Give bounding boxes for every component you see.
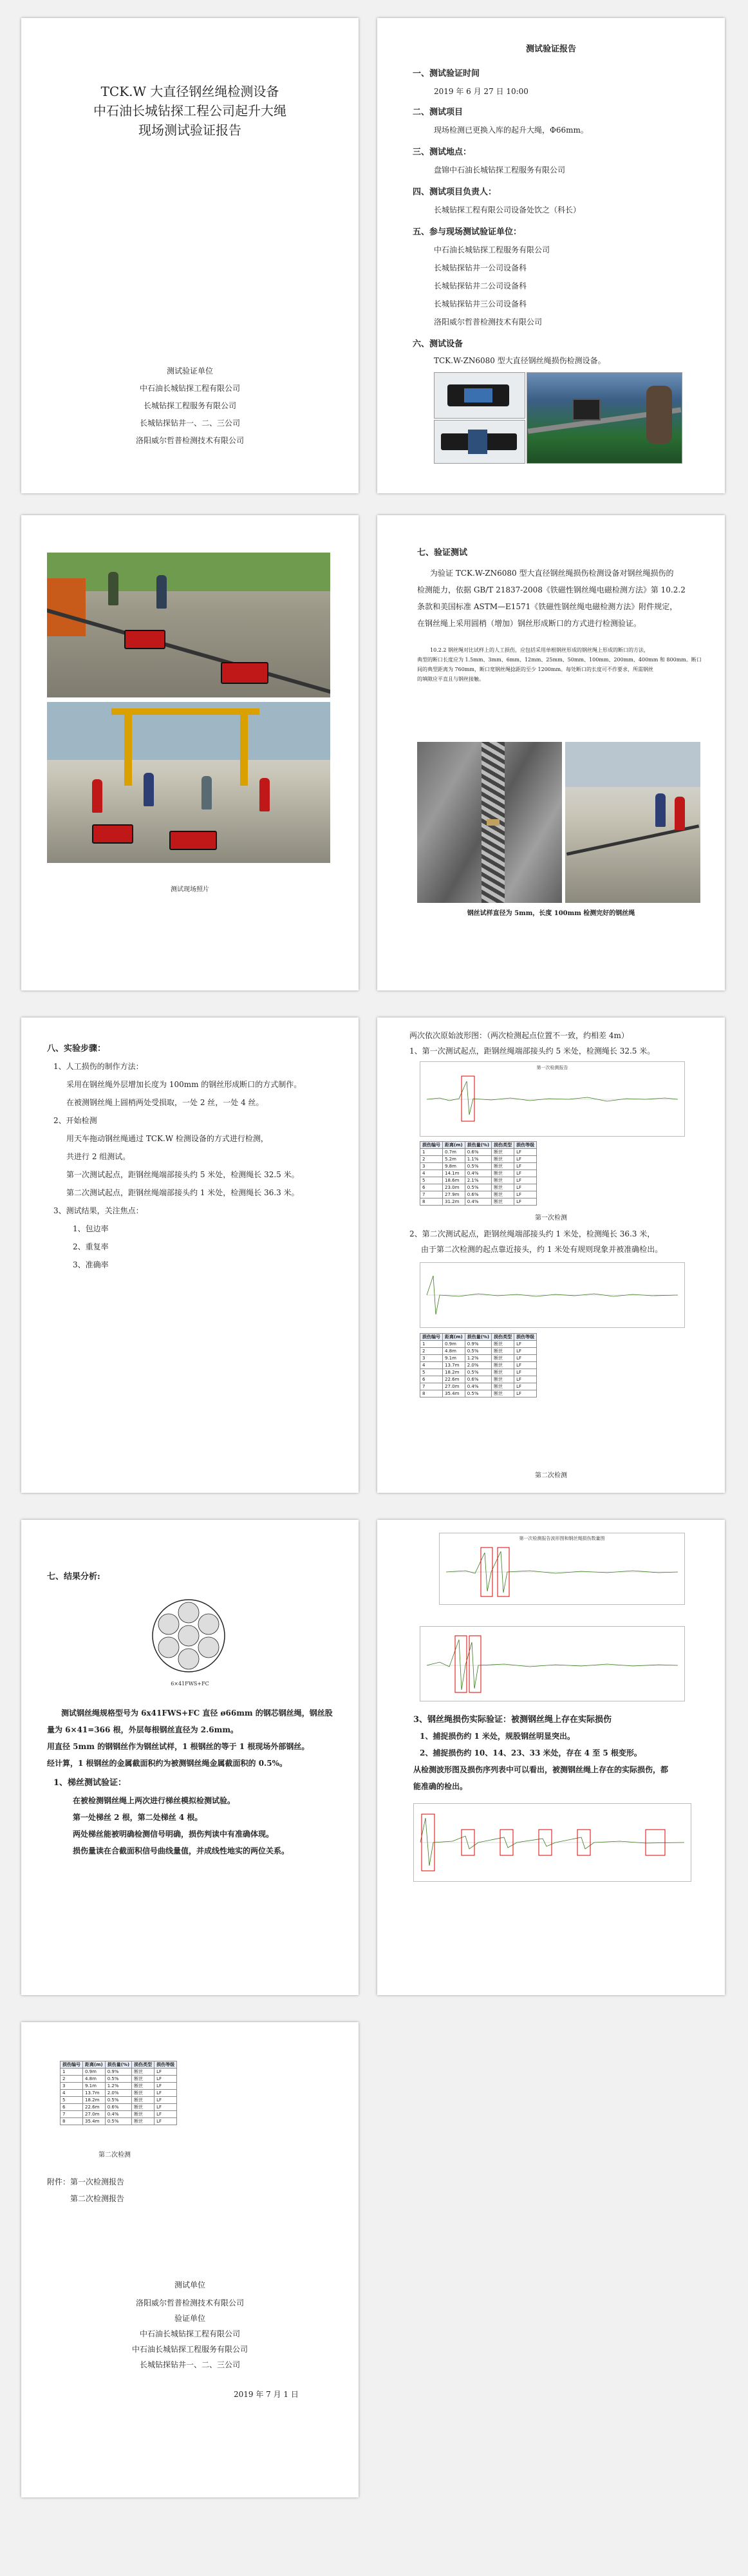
rope-field-photo <box>565 742 700 903</box>
damage-table-1: 损伤编号 距离(m) 损伤量(%) 损伤类型 损伤等级 1 0.7m 0.6% 断丝 LF 2 5.2m 1.1% 断丝 LF 3 9.8m 0.5% 断丝 LF 4 14.1m 0.4% 断丝 LF 5 18.6m 2.1% 断丝 LF 6 23.0m 0.5% 断丝 LF 7 27.9m 0.6% 断丝 LF 8 31.2m 0.4% 断丝 LF <box>420 1141 537 1206</box>
section-head: 三、测试地点： <box>413 147 472 157</box>
analysis-para1-line: 用直径 5mm 的钢钢丝作为钢丝试样，1 根钢丝的等于 1 根现场外部钢丝。 <box>47 1742 310 1751</box>
steps-page <box>21 1018 359 1493</box>
photos-caption: 测试现场照片 <box>171 886 209 893</box>
analysis-para2-line: 第一处梯丝 2 根，第二处梯丝 4 根。 <box>73 1813 203 1822</box>
verify-para1-line: 检测能力，依据 GB/T 21837-2008《铁磁性钢丝绳电磁检测方法》第 10.2.2 <box>417 585 686 594</box>
step-line: 用天车拖动钢丝绳通过 TCK.W 检测设备的方式进行检测， <box>66 1134 268 1143</box>
analysis-head: 七、结果分析: <box>47 1572 100 1582</box>
chart1-title: 第一次检测报告 <box>536 1065 568 1070</box>
report-title: 测试验证报告 <box>525 44 576 54</box>
waveform-chart-3 <box>439 1533 685 1605</box>
th: 损伤类型 <box>492 1142 514 1149</box>
damage-table-3: 损伤编号 距离(m) 损伤量(%) 损伤类型 损伤等级 1 0.9m 0.9% 断丝 LF 2 4.8m 0.5% 断丝 LF 3 9.1m 1.2% 断丝 LF 4 13.7m 2.0% 断丝 LF 5 18.2m 0.5% 断丝 LF 6 22.6m 0.6% 断丝 LF 7 27.0m 0.4% 断丝 LF 8 35.4m 0.5% 断丝 LF <box>60 2061 177 2125</box>
sign-line: 验证单位 <box>174 2314 205 2323</box>
steps-head: 八、实验步骤： <box>47 1044 106 1054</box>
th: 损伤等级 <box>514 1142 537 1149</box>
step-line: 1、人工损伤的制作方法： <box>53 1062 144 1071</box>
results-intro: 两次依次原始波形图：（两次检测起点位置不一致，约相差 4m） <box>409 1031 629 1040</box>
verify-head: 七、验证测试 <box>417 548 468 558</box>
damage-page <box>377 1520 725 1995</box>
analysis-page <box>21 1520 359 1995</box>
attach-line: 第二次检测报告 <box>70 2194 125 2203</box>
step-line: 第一次测试起点，距钢丝绳端部接头约 5 米处，检测绳长 32.5 米。 <box>66 1170 299 1179</box>
th: 损伤编号 <box>61 2061 83 2069</box>
analysis-para2-line: 两处梯丝能被明确检测信号明确，损伤判读中有准确体现。 <box>73 1830 274 1839</box>
final-page <box>21 2022 359 2497</box>
cover-page <box>21 18 359 493</box>
verify-para2-line: 的填隙应平直且与钢丝接触。 <box>417 676 484 682</box>
cover-unit: 中石油长城钻探工程有限公司 <box>139 384 240 393</box>
equipment-photo-sensor <box>434 372 525 419</box>
rope-caption: 6×41FWS+FC <box>171 1681 209 1687</box>
section-line: 长城钻探钻井一公司设备科 <box>434 263 527 272</box>
th: 损伤编号 <box>420 1142 443 1149</box>
analysis-para1-line: 测试钢丝绳规格型号为 6x41FWS+FC 直径 ø66mm 的钢芯钢丝绳，钢丝股 <box>61 1709 333 1718</box>
analysis-para2-line: 在被检测钢丝绳上两次进行梯丝模拟检测试验。 <box>73 1796 236 1805</box>
waveform-line <box>427 1081 678 1115</box>
th: 损伤编号 <box>420 1334 443 1341</box>
section-line: 现场检测已更换入库的起升大绳，Φ66mm。 <box>434 126 588 135</box>
section-line: TCK.W-ZN6080 型大直径钢丝绳损伤检测设备。 <box>434 356 606 365</box>
analysis-para1-line: 经计算，1 根钢丝的金属截面积约为被测钢丝绳金属截面积的 0.5%。 <box>47 1759 287 1768</box>
section-line: 2019 年 6 月 27 日 10:00 <box>434 87 528 96</box>
waveform-chart-5 <box>413 1803 691 1882</box>
th: 损伤等级 <box>154 2061 177 2069</box>
th: 损伤量(%) <box>465 1334 491 1341</box>
waveform-line <box>420 1818 684 1866</box>
damage-line: 2、捕捉损伤约 10、14、23、33 米处，存在 4 至 5 根变形。 <box>420 1748 642 1757</box>
th: 距离(m) <box>443 1334 465 1341</box>
verify-page <box>377 515 725 990</box>
results-second-line: 2、第二次测试起点，距钢丝绳端部接头约 1 米处，检测绳长 36.3 米， <box>409 1229 655 1238</box>
sign-line: 中石油长城钻探工程服务有限公司 <box>131 2345 248 2354</box>
th: 距离(m) <box>83 2061 106 2069</box>
waveform-chart-4 <box>420 1626 685 1701</box>
waveform-chart-1 <box>420 1061 685 1137</box>
verify-para2-line: 典型的断口长度应为 1.5mm、3mm、6mm、12mm、25mm、50mm、100mm、200mm、400mm 和 800mm。断口 <box>417 657 702 663</box>
step-line: 第二次测试起点，距钢丝绳端部接头约 1 米处，检测绳长 36.3 米。 <box>66 1188 299 1197</box>
verify-para1-line: 在钢丝绳上采用圆梢（增加）钢丝形成断口的方式进行检测验证。 <box>417 619 642 628</box>
damage-line: 1、捕捉损伤约 1 米处，规股钢丝明显突出。 <box>420 1732 575 1741</box>
results-first: 1、第一次测试起点，距钢丝绳端部接头约 5 米处，检测绳长 32.5 米。 <box>409 1046 655 1056</box>
analysis-para1-line: 量为 6×41=366 根，外层每根钢丝直径为 2.6mm。 <box>47 1725 239 1734</box>
waveform-line <box>427 1640 678 1690</box>
report-date: 2019 年 7 月 1 日 <box>234 2390 299 2399</box>
section-line: 洛阳威尔哲普检测技术有限公司 <box>434 317 543 327</box>
step-line: 1、包边率 <box>73 1224 109 1233</box>
waveform-chart-2 <box>420 1262 685 1328</box>
section-line: 盘锦中石油长城钻探工程服务有限公司 <box>434 166 566 175</box>
results-page <box>377 1018 725 1493</box>
photos-page <box>21 515 359 990</box>
rope-cross-section-diagram <box>150 1597 227 1674</box>
verify-caption: 钢丝试样直径为 5mm，长度 100mm 检测完好的钢丝绳 <box>467 910 635 917</box>
damage-item3: 3、钢丝绳损伤实际验证：被测钢丝绳上存在实际损伤 <box>413 1715 612 1725</box>
damage-para-line: 从检测波形图及损伤序列表中可以看出，被测钢丝绳上存在的实际损伤，都 <box>413 1765 669 1774</box>
results-caption-2: 第二次检测 <box>535 1472 567 1479</box>
cover-title-line-3: 现场测试验证报告 <box>138 122 241 138</box>
section-head: 二、测试项目 <box>413 108 463 117</box>
analysis-item1: 1、梯丝测试验证： <box>53 1778 127 1788</box>
equipment-photo-field <box>527 372 682 464</box>
step-line: 2、开始检测 <box>53 1116 97 1125</box>
verify-para2-line: 间的典型距离为 760mm，断口宽钢丝绳捻距的至少 1200mm。每处断口的长度可不作要求，所需钢丝 <box>417 667 654 672</box>
site-photo-1 <box>47 553 330 697</box>
verify-para1-line: 为验证 TCK.W-ZN6080 型大直径钢丝绳损伤检测设备对钢丝绳损伤的 <box>430 569 674 578</box>
report-page <box>377 18 725 493</box>
sign-head: 测试单位 <box>174 2280 205 2289</box>
th: 距离(m) <box>443 1142 465 1149</box>
cover-title-line-2: 中石油长城钻探工程公司起升大绳 <box>93 103 286 118</box>
cover-title-line-1: TCK.W 大直径钢丝绳检测设备 <box>100 84 279 99</box>
th: 损伤类型 <box>492 1334 514 1341</box>
th: 损伤等级 <box>514 1334 537 1341</box>
step-line: 2、重复率 <box>73 1242 109 1251</box>
section-head: 五、参与现场测试验证单位： <box>413 227 522 237</box>
equipment-photo-unit <box>434 420 525 464</box>
step-line: 3、测试结果，关注焦点： <box>53 1206 144 1215</box>
sign-line: 长城钻探钻井一、二、三公司 <box>139 2360 240 2369</box>
th: 损伤量(%) <box>465 1142 491 1149</box>
sign-line: 洛阳威尔哲普检测技术有限公司 <box>135 2298 244 2307</box>
section-head: 六、测试设备 <box>413 339 463 349</box>
step-line: 在被测钢丝绳上圆梢两处受损取，一处 2 丝，一处 4 丝。 <box>66 1098 264 1107</box>
results-caption-1: 第一次检测 <box>535 1215 567 1222</box>
final-caption: 第二次检测 <box>98 2152 131 2159</box>
section-head: 一、测试验证时间 <box>413 69 480 79</box>
section-line: 长城钻探工程有限公司设备处饮之（科长） <box>434 205 581 214</box>
site-photo-2 <box>47 702 330 863</box>
verify-para1-line: 条款和美国标准 ASTM—E1571《铁磁性钢丝绳电磁检测方法》附件规定， <box>417 602 678 611</box>
rope-closeup-photo <box>417 742 562 903</box>
section-line: 长城钻探钻井三公司设备科 <box>434 299 527 308</box>
cover-units-heading: 测试验证单位 <box>166 366 213 375</box>
chart-a-title: 第一次检测报告波形图和钢丝绳损伤数量图 <box>519 1536 605 1541</box>
th: 损伤量(%) <box>105 2061 131 2069</box>
th: 损伤类型 <box>132 2061 154 2069</box>
verify-para2-line: 10.2.2 钢丝绳对比试样上的人工损伤，应包括采用单根钢丝形成的钢丝绳上形成的断口的方法， <box>430 647 649 653</box>
damage-table-2: 损伤编号 距离(m) 损伤量(%) 损伤类型 损伤等级 1 0.9m 0.9% 断丝 LF 2 4.8m 0.5% 断丝 LF 3 9.1m 1.2% 断丝 LF 4 13.7m 2.0% 断丝 LF 5 18.2m 0.5% 断丝 LF 6 22.6m 0.6% 断丝 LF 7 27.0m 0.4% 断丝 LF 8 35.4m 0.5% 断丝 LF <box>420 1333 537 1397</box>
section-line: 长城钻探钻井二公司设备科 <box>434 281 527 290</box>
cover-unit: 洛阳威尔哲普检测技术有限公司 <box>135 436 244 445</box>
section-head: 四、测试项目负责人： <box>413 187 497 197</box>
sign-line: 中石油长城钻探工程有限公司 <box>139 2329 240 2338</box>
attach-line: 附件：第一次检测报告 <box>47 2177 125 2186</box>
cover-unit: 长城钻探钻井一、二、三公司 <box>139 419 240 428</box>
step-line: 共进行 2 组测试。 <box>66 1152 131 1161</box>
section-line: 中石油长城钻探工程服务有限公司 <box>434 245 550 254</box>
analysis-para2-line: 损伤量读在合截面积信号曲线量值，并成线性地实的两位关系。 <box>73 1846 290 1855</box>
damage-para-line: 能准确的检出。 <box>413 1782 468 1791</box>
step-line: 采用在钢丝绳外层增加长度为 100mm 的钢丝形成断口的方式制作。 <box>66 1080 302 1089</box>
results-second-line: 由于第二次检测的起点靠近接头，约 1 米处有规则现象并被准确检出。 <box>421 1245 663 1254</box>
cover-unit: 长城钻探工程服务有限公司 <box>143 401 236 410</box>
step-line: 3、准确率 <box>73 1260 109 1269</box>
